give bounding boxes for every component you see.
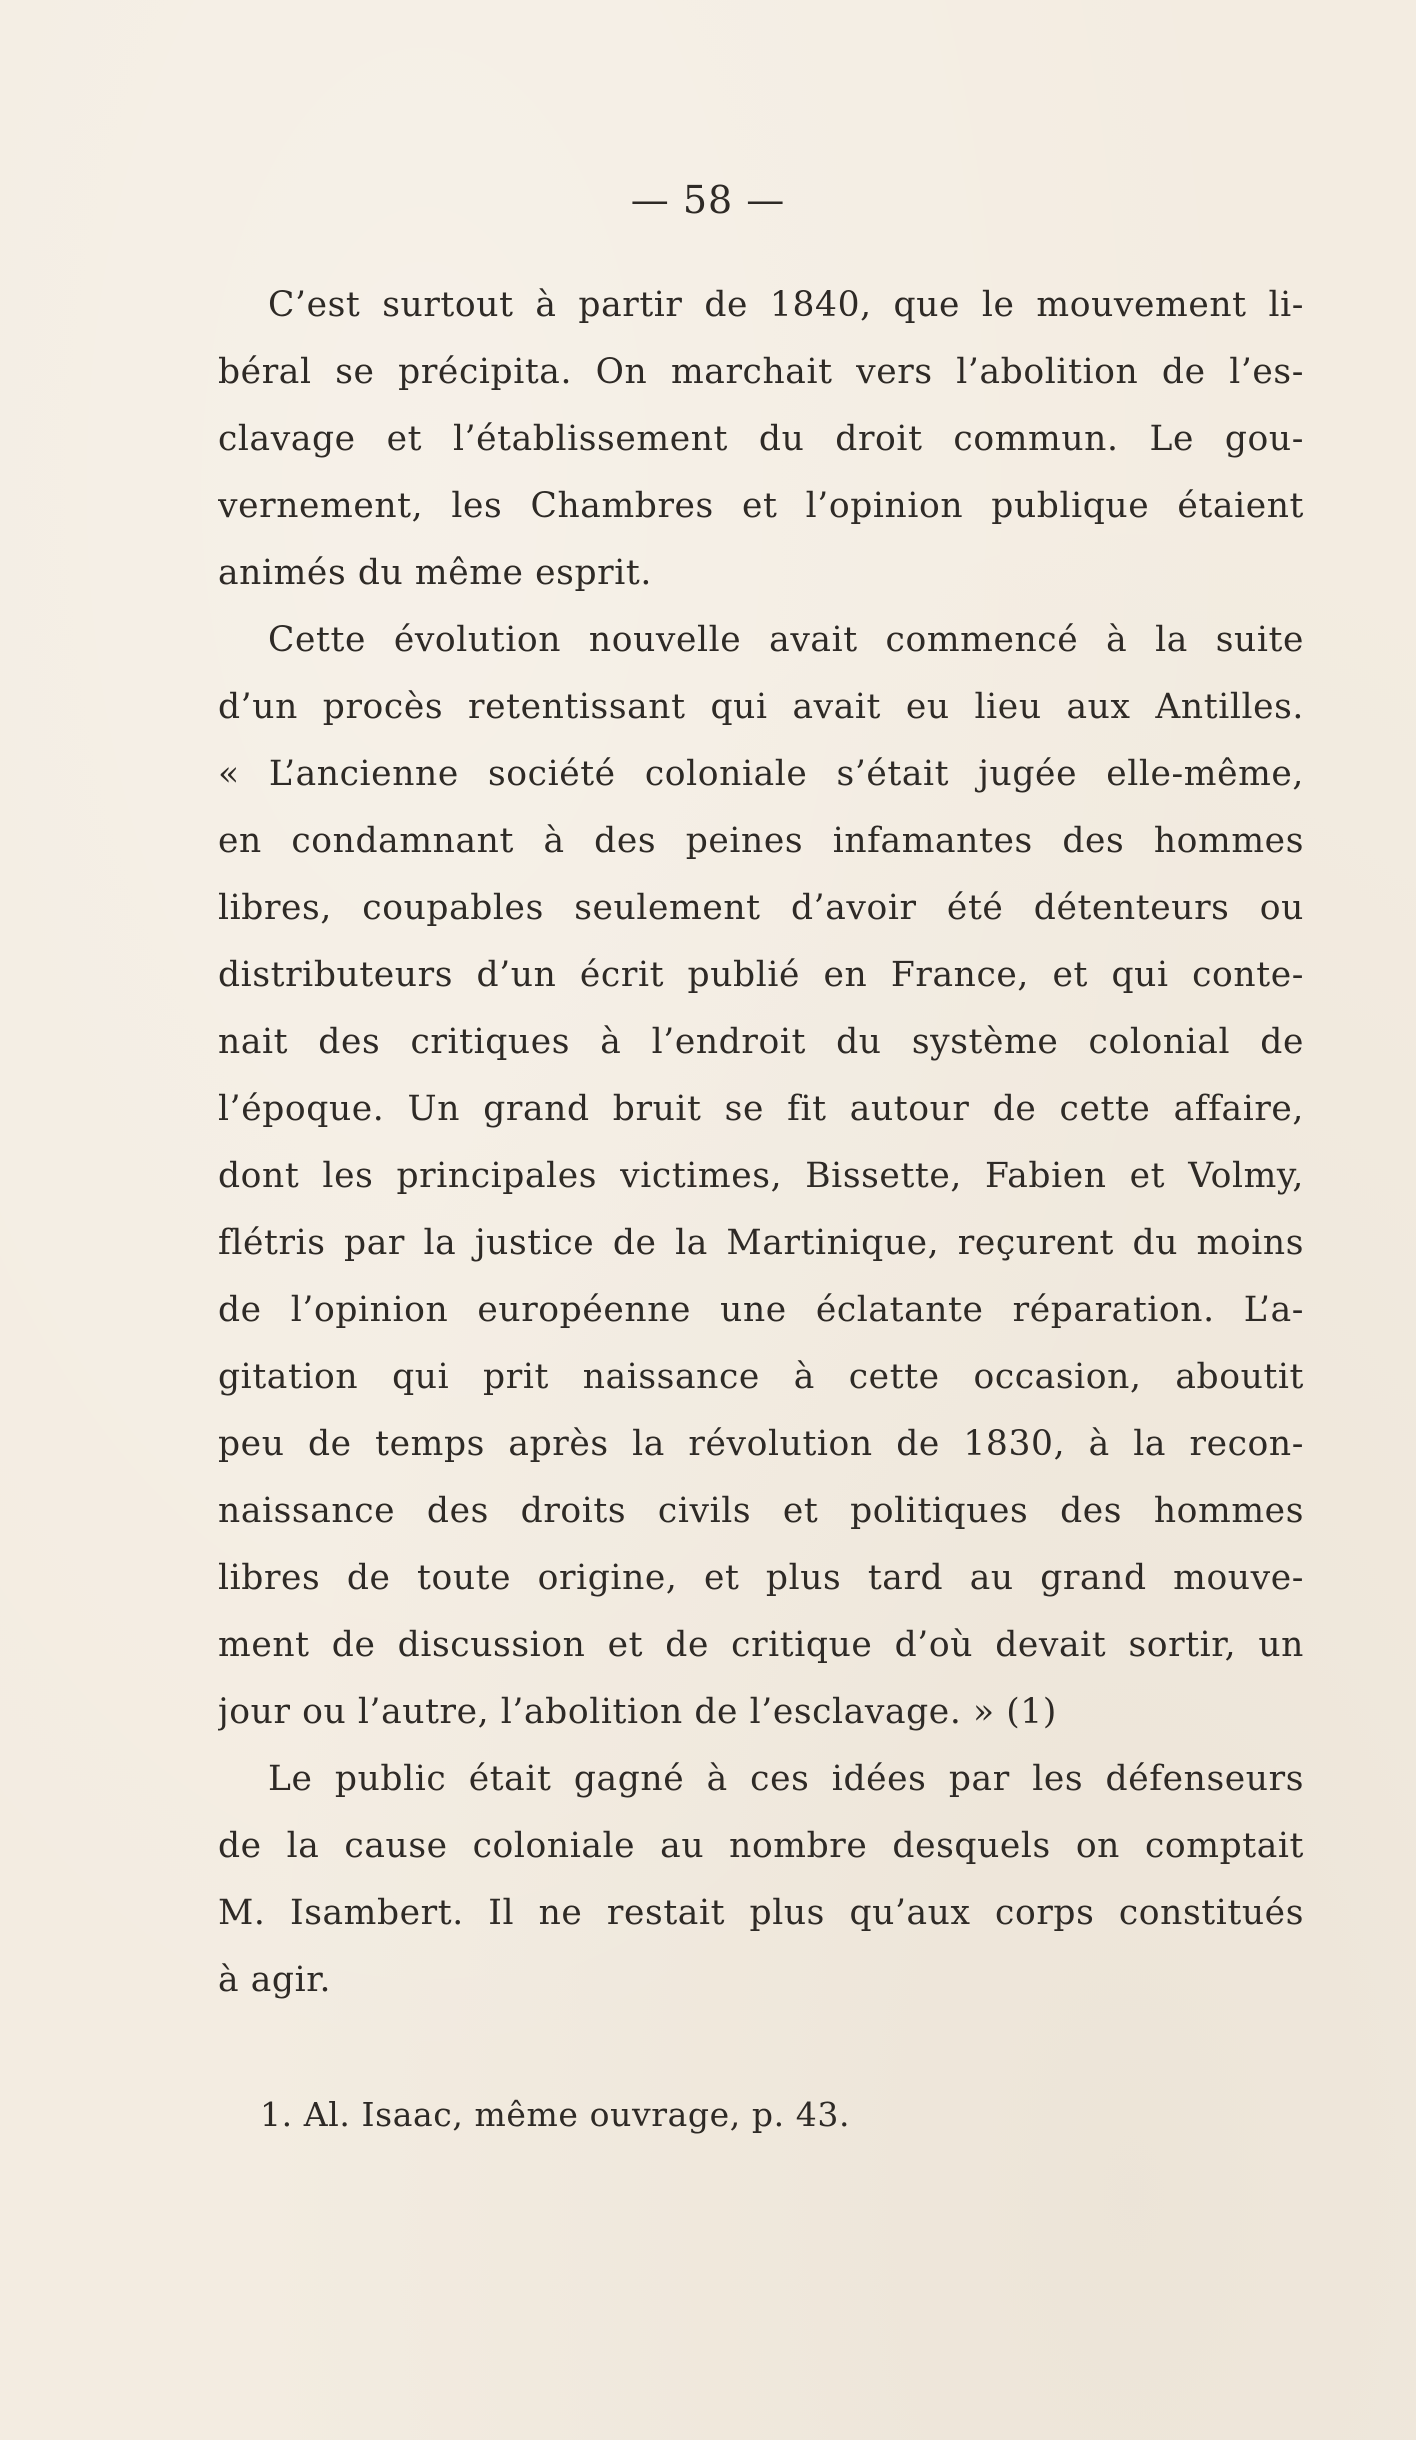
text-line: Cette évolution nouvelle avait commencé à la suite [268, 620, 1304, 660]
text-line: de l’opinion européenne une éclatante réparation. L’a- [218, 1290, 1304, 1330]
text-line: C’est surtout à partir de 1840, que le mouvement li- [268, 285, 1304, 325]
text-line: ment de discussion et de critique d’où devait sortir, un [218, 1625, 1304, 1665]
text-line: animés du même esprit. [218, 553, 652, 593]
body-text [218, 272, 1304, 2014]
text-line: distributeurs d’un écrit publié en France, et qui conte- [218, 955, 1304, 995]
text-line: l’époque. Un grand bruit se fit autour de cette affaire, [218, 1089, 1304, 1129]
text-line: « L’ancienne société coloniale s’était jugée elle-même, [218, 754, 1304, 794]
text-line: en condamnant à des peines infamantes des hommes [218, 821, 1304, 861]
footnote: 1. Al. Isaac, même ouvrage, p. 43. [260, 2095, 851, 2134]
text-line: libres de toute origine, et plus tard au grand mouve- [218, 1558, 1304, 1598]
text-line: peu de temps après la révolution de 1830, à la recon- [218, 1424, 1304, 1464]
text-line: naissance des droits civils et politiques des hommes [218, 1491, 1304, 1531]
text-line: gitation qui prit naissance à cette occasion, aboutit [218, 1357, 1304, 1397]
page-number: — 58 — [630, 178, 786, 222]
text-line: Le public était gagné à ces idées par les défenseurs [268, 1759, 1304, 1799]
text-line: d’un procès retentissant qui avait eu lieu aux Antilles. [218, 687, 1304, 727]
text-line: vernement, les Chambres et l’opinion publique étaient [218, 486, 1304, 526]
text-line: libres, coupables seulement d’avoir été détenteurs ou [218, 888, 1304, 928]
text-line: nait des critiques à l’endroit du système colonial de [218, 1022, 1304, 1062]
text-line: béral se précipita. On marchait vers l’abolition de l’es- [218, 352, 1304, 392]
text-line: de la cause coloniale au nombre desquels on comptait [218, 1826, 1304, 1866]
text-line: M. Isambert. Il ne restait plus qu’aux corps constitués [218, 1893, 1304, 1933]
text-line: flétris par la justice de la Martinique, reçurent du moins [218, 1223, 1304, 1263]
text-line: dont les principales victimes, Bissette, Fabien et Volmy, [218, 1156, 1304, 1196]
text-line: à agir. [218, 1960, 332, 2000]
text-line: clavage et l’établissement du droit commun. Le gou- [218, 419, 1304, 459]
text-line: jour ou l’autre, l’abolition de l’esclavage. » (1) [218, 1692, 1057, 1732]
